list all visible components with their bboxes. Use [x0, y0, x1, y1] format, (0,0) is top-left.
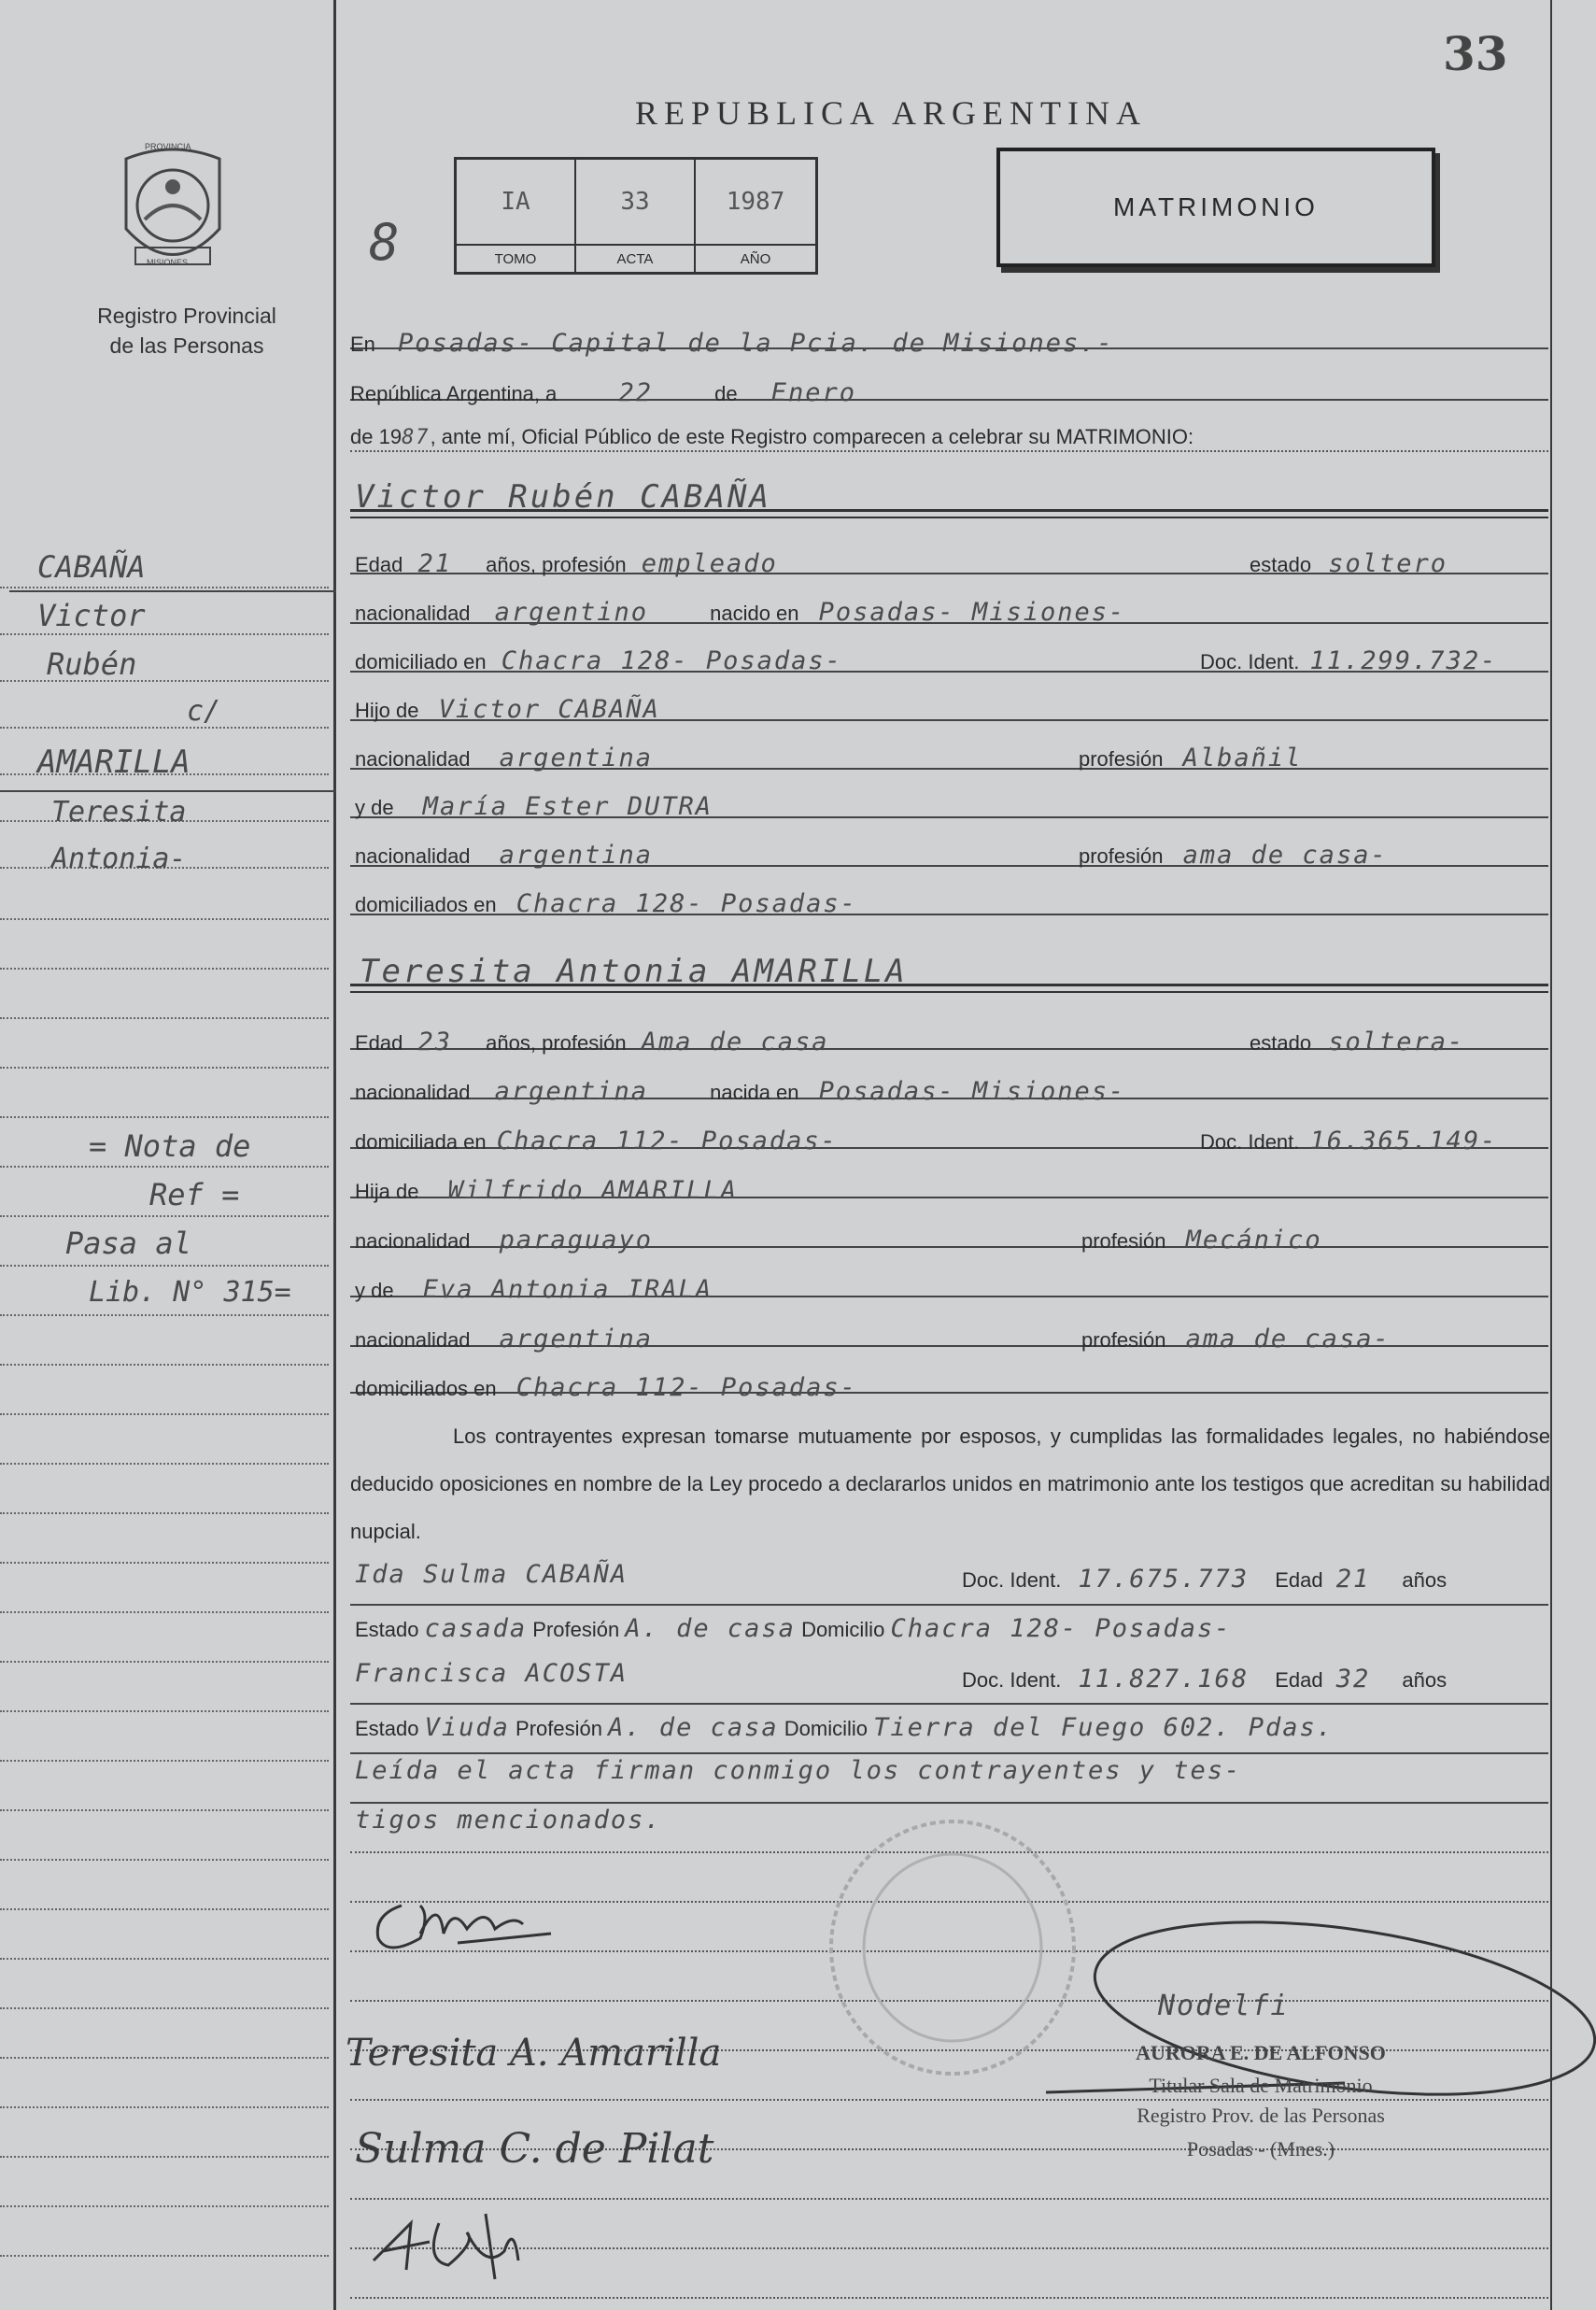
- bride-mother-nat-row: [355, 1325, 653, 1353]
- witness2-row: [355, 1659, 628, 1688]
- groom-nat-row: [355, 598, 1125, 627]
- domiciliado-label: domiciliado en: [355, 650, 487, 673]
- tomo-value: IA: [457, 160, 576, 246]
- page-number: 33: [1443, 26, 1508, 81]
- anos-label: años: [1402, 1668, 1448, 1692]
- day-value: 22: [618, 378, 654, 407]
- bride-father-nat: paraguayo: [499, 1226, 653, 1254]
- margin-note-2: Ref =: [149, 1177, 240, 1212]
- nacionalidad-label: nacionalidad: [355, 844, 471, 868]
- bride-mother-nat: argentina: [499, 1325, 653, 1353]
- groom-parents-address: Chacra 128- Posadas-: [516, 889, 857, 918]
- estado-label: estado: [1250, 1031, 1312, 1055]
- registry-name: [56, 301, 318, 361]
- witness1-doc: 17.675.773: [1078, 1565, 1250, 1594]
- edad-label: Edad: [355, 553, 403, 576]
- groom-nationality: argentino: [494, 598, 648, 627]
- republica-label: República Argentina, a: [350, 382, 558, 405]
- groom-mother-nat: argentina: [499, 841, 653, 870]
- bride-profession: Ama de casa: [641, 1027, 829, 1056]
- groom-father: Victor CABAÑA: [438, 695, 660, 724]
- margin-rule: [0, 790, 336, 792]
- bride-mother-row: [355, 1275, 713, 1304]
- groom-parents-dom-row: [355, 889, 857, 918]
- edad-label: Edad: [1275, 1668, 1323, 1692]
- bride-dom-row: [355, 1127, 838, 1155]
- witness1-status: casada: [424, 1614, 528, 1643]
- bride-age-row: [355, 1027, 829, 1056]
- groom-mother-prof: ama de casa-: [1182, 841, 1388, 870]
- de-label: de: [714, 382, 738, 405]
- bride-mother: Eva Antonia IRALA: [422, 1275, 713, 1304]
- en-row: [350, 329, 1114, 358]
- groom-address: Chacra 128- Posadas-: [501, 646, 842, 675]
- domiciliados-label: domiciliados en: [355, 893, 497, 916]
- witness2-age: 32: [1335, 1665, 1371, 1694]
- groom-name: Victor Rubén CABAÑA: [355, 478, 771, 516]
- nacionalidad-label: nacionalidad: [355, 1081, 471, 1104]
- doc-label: Doc. Ident.: [1200, 1130, 1300, 1154]
- record-table: [454, 157, 818, 275]
- bride-father-prof-row: [1081, 1226, 1322, 1254]
- groom-mother-nat-row: [355, 841, 653, 870]
- witness2-name: Francisca ACOSTA: [355, 1659, 629, 1688]
- profesion-label: profesión: [1081, 1229, 1166, 1253]
- profesion-label: profesión: [1081, 1328, 1166, 1352]
- margin-con: c/: [187, 695, 221, 728]
- estado-label: estado: [1250, 553, 1312, 576]
- registry-line-2: de las Personas: [109, 333, 264, 358]
- record-mark: 8: [369, 213, 402, 272]
- ano-value: 1987: [696, 160, 815, 246]
- year-row: [350, 425, 1193, 449]
- date-row: [350, 378, 856, 407]
- bride-age: 23: [417, 1027, 453, 1056]
- witness1-age: 21: [1335, 1565, 1371, 1594]
- domicilio-label: Domicilio: [801, 1618, 885, 1641]
- groom-father-prof-row: [1079, 744, 1302, 772]
- groom-father-prof: Albañil: [1182, 744, 1303, 772]
- groom-status-row: [1250, 549, 1448, 578]
- profesion-label: Profesión: [516, 1717, 602, 1740]
- witness2-address: Tierra del Fuego 602. Pdas.: [873, 1713, 1335, 1742]
- witness1-row: [355, 1560, 628, 1589]
- month-value: Enero: [770, 378, 857, 407]
- margin-surname-2: AMARILLA: [37, 744, 191, 781]
- nacida-label: nacida en: [710, 1081, 799, 1104]
- groom-mother-row: [355, 792, 713, 821]
- bride-father: Wilfrido AMARILLA: [447, 1176, 738, 1205]
- margin-surname-1: CABAÑA: [37, 549, 146, 585]
- groom-father-row: [355, 695, 660, 724]
- profesion-label: profesión: [1079, 747, 1164, 771]
- groom-father-nat-row: [355, 744, 653, 772]
- witness2-doc: 11.827.168: [1078, 1665, 1250, 1694]
- nacionalidad-label: nacionalidad: [355, 602, 471, 625]
- bride-father-prof: Mecánico: [1185, 1226, 1322, 1254]
- estado-label: Estado: [355, 1717, 419, 1740]
- bride-parents-dom-row: [355, 1373, 857, 1402]
- witness2-detail-row: [355, 1713, 1334, 1742]
- bride-father-row: [355, 1176, 738, 1205]
- groom-father-nat: argentina: [499, 744, 653, 772]
- margin-note-4: Lib. N° 315=: [89, 1276, 291, 1309]
- nacionalidad-label: nacionalidad: [355, 1328, 471, 1352]
- estado-label: Estado: [355, 1618, 419, 1641]
- en-label: En: [350, 333, 375, 356]
- left-margin-rule: [333, 0, 336, 2310]
- profesion-label: profesión: [1079, 844, 1164, 868]
- anos-prof-label: años, profesión: [486, 1031, 627, 1055]
- groom-birthplace: Posadas- Misiones-: [818, 598, 1126, 627]
- doc-label: Doc. Ident.: [962, 1668, 1062, 1692]
- profesion-label: Profesión: [532, 1618, 620, 1641]
- hija-label: Hija de: [355, 1180, 419, 1203]
- domiciliados-label: domiciliados en: [355, 1377, 497, 1400]
- country-header: REPUBLICA ARGENTINA: [635, 94, 1148, 132]
- year-value: 87: [402, 426, 431, 449]
- groom-age: 21: [417, 549, 453, 578]
- bride-name: Teresita Antonia AMARILLA: [360, 953, 908, 990]
- witness1-doc-row: [962, 1565, 1447, 1594]
- doc-label: Doc. Ident.: [1200, 650, 1300, 673]
- margin-first-1b: Rubén: [47, 646, 137, 682]
- closing-line-2: tigos mencionados.: [355, 1806, 662, 1835]
- margin-note-1: = Nota de: [89, 1128, 251, 1164]
- witness1-name: Ida Sulma CABAÑA: [355, 1560, 629, 1589]
- de19-label: de 19: [350, 425, 403, 448]
- official-office: Registro Prov. de las Personas: [1137, 2104, 1385, 2127]
- intro-text: , ante mí, Oficial Público de este Registro comparecen a celebrar su MATRIMONIO:: [430, 425, 1194, 448]
- margin-first-1: Victor: [37, 598, 146, 633]
- witness1-address: Chacra 128- Posadas-: [890, 1614, 1232, 1643]
- groom-age-row: [355, 549, 778, 578]
- bride-mother-prof: ama de casa-: [1185, 1325, 1391, 1353]
- groom-status: soltero: [1328, 549, 1448, 578]
- y-de-label: y de: [355, 1279, 394, 1302]
- tomo-label: TOMO: [457, 246, 576, 272]
- official-name: AURORA E. DE ALFONSO: [1136, 2041, 1386, 2064]
- signature-3: Sulma C. de Pilat: [355, 2125, 714, 2173]
- margin-rule: [9, 590, 336, 592]
- acta-label: ACTA: [576, 246, 696, 272]
- signature-2: Teresita A. Amarilla: [346, 2032, 722, 2075]
- edad-label: Edad: [1275, 1568, 1323, 1592]
- y-de-label: y de: [355, 796, 394, 819]
- signature-4: [355, 2204, 579, 2293]
- witness2-profession: A. de casa: [608, 1713, 779, 1742]
- bride-parents-address: Chacra 112- Posadas-: [516, 1373, 857, 1402]
- acta-value: 33: [576, 160, 696, 246]
- bride-status-row: [1250, 1027, 1464, 1056]
- bride-nat-row: [355, 1077, 1125, 1106]
- bride-doc: 16.365.149-: [1309, 1127, 1498, 1155]
- doc-label: Doc. Ident.: [962, 1568, 1062, 1592]
- official-sign: Nodelfi: [1158, 1990, 1290, 2022]
- signature-1: [364, 1887, 570, 1962]
- nacido-label: nacido en: [710, 602, 799, 625]
- place-value: Posadas- Capital de la Pcia. de Misiones.-: [398, 329, 1114, 358]
- margin-first-2b: Antonia-: [51, 843, 187, 875]
- groom-doc: 11.299.732-: [1309, 646, 1498, 675]
- seal-top-text: PROVINCIA: [145, 142, 191, 151]
- groom-mother-prof-row: [1079, 841, 1388, 870]
- bride-address: Chacra 112- Posadas-: [496, 1127, 838, 1155]
- witness1-detail-row: [355, 1614, 1232, 1643]
- bride-nationality: argentina: [494, 1077, 648, 1106]
- official-title: Titular Sala de Matrimonio: [1149, 2074, 1373, 2097]
- nacionalidad-label: nacionalidad: [355, 747, 471, 771]
- official-city: Posadas - (Mnes.): [1186, 2137, 1335, 2161]
- groom-profession: empleado: [641, 549, 778, 578]
- groom-mother: María Ester DUTRA: [422, 792, 713, 821]
- margin-note-3: Pasa al: [65, 1226, 191, 1261]
- seal-bottom-text: MISIONES: [147, 258, 189, 267]
- bride-status: soltera-: [1328, 1027, 1465, 1056]
- registry-line-1: Registro Provincial: [97, 304, 276, 328]
- witness2-status: Viuda: [424, 1713, 510, 1742]
- hijo-label: Hijo de: [355, 699, 419, 722]
- groom-doc-row: [1200, 646, 1497, 675]
- edad-label: Edad: [355, 1031, 403, 1055]
- bride-birthplace: Posadas- Misiones-: [818, 1077, 1126, 1106]
- margin-first-2: Teresita: [51, 796, 187, 829]
- anos-prof-label: años, profesión: [486, 553, 627, 576]
- nacionalidad-label: nacionalidad: [355, 1229, 471, 1253]
- ano-label: AÑO: [740, 250, 771, 267]
- declaration-text: Los contrayentes expresan tomarse mutuamente por esposos, y cumplidas las formalidades legales, no habiéndose deducido oposiciones en nombre de la Ley procedo a declararlos unidos en matrimonio ante los testigos que acreditan su habilidad nupcial.: [350, 1424, 1550, 1543]
- witness2-doc-row: [962, 1665, 1447, 1694]
- bride-father-nat-row: [355, 1226, 653, 1254]
- domicilio-label: Domicilio: [784, 1717, 869, 1740]
- bride-mother-prof-row: [1081, 1325, 1391, 1353]
- groom-dom-row: [355, 646, 842, 675]
- doc-type-box: MATRIMONIO: [996, 148, 1435, 267]
- closing-line-1: Leída el acta firman conmigo los contrayentes y tes-: [355, 1756, 1242, 1785]
- anos-label: años: [1402, 1568, 1448, 1592]
- witness1-profession: A. de casa: [625, 1614, 796, 1643]
- domiciliada-label: domiciliada en: [355, 1130, 487, 1154]
- bride-doc-row: [1200, 1127, 1497, 1155]
